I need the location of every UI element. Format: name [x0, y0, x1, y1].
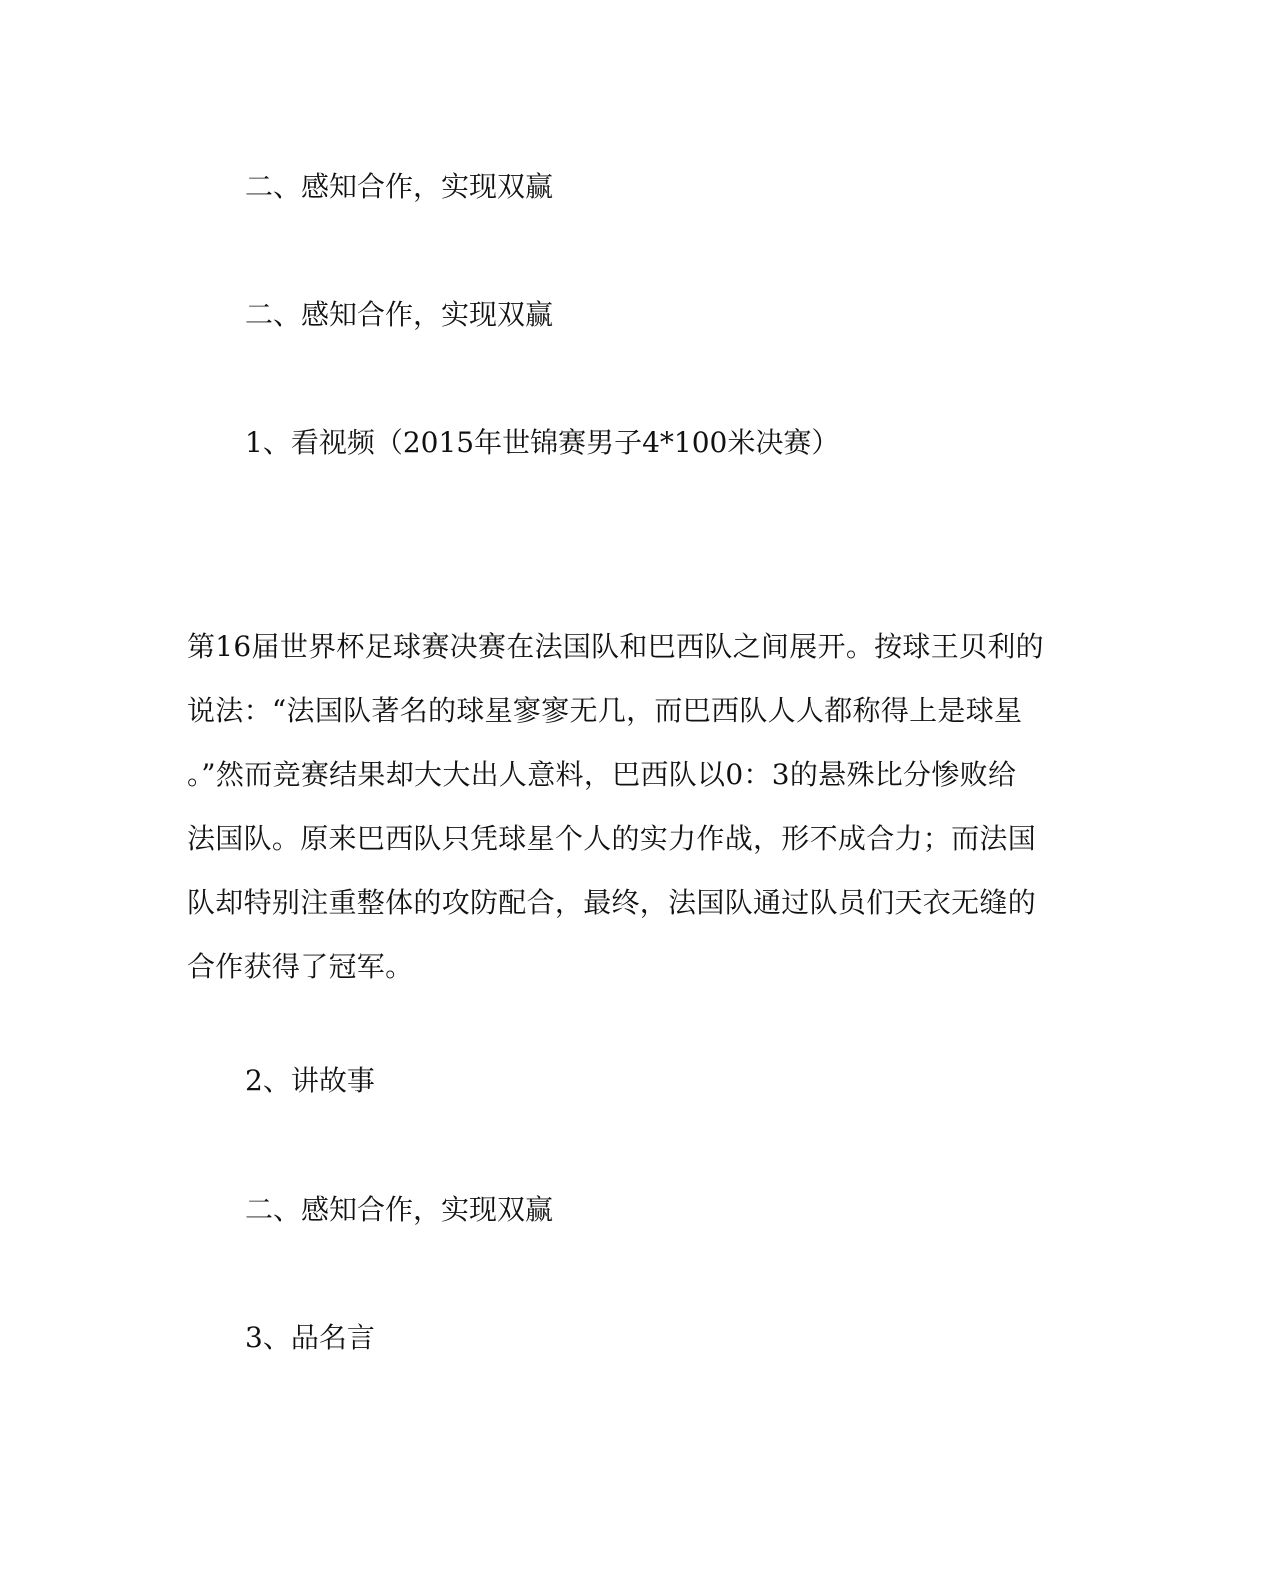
item-tell-story: 2、讲故事: [245, 1064, 375, 1097]
paragraph-line: 队却特别注重整体的攻防配合，最终，法国队通过队员们天衣无缝的: [187, 886, 1037, 919]
paragraph-line: 说法：“法国队著名的球星寥寥无几，而巴西队人人都称得上是球星: [187, 694, 1023, 727]
paragraph-line: 。”然而竞赛结果却大大出人意料，巴西队以0：3的悬殊比分惨败给: [187, 758, 1017, 791]
section-heading-2: 二、感知合作，实现双赢: [245, 298, 554, 331]
paragraph-line: 合作获得了冠军。: [187, 950, 414, 983]
paragraph-line: 第16届世界杯足球赛决赛在法国队和巴西队之间展开。按球王贝利的: [187, 630, 1044, 663]
section-heading-3: 二、感知合作，实现双赢: [245, 1193, 554, 1226]
item-watch-video: 1、看视频（2015年世锦赛男子4*100米决赛）: [245, 426, 840, 459]
paragraph-line: 法国队。原来巴西队只凭球星个人的实力作战，形不成合力；而法国: [187, 822, 1037, 855]
item-quotes: 3、品名言: [245, 1321, 375, 1354]
section-heading-1: 二、感知合作，实现双赢: [245, 170, 554, 203]
story-paragraph: [187, 615, 1057, 999]
